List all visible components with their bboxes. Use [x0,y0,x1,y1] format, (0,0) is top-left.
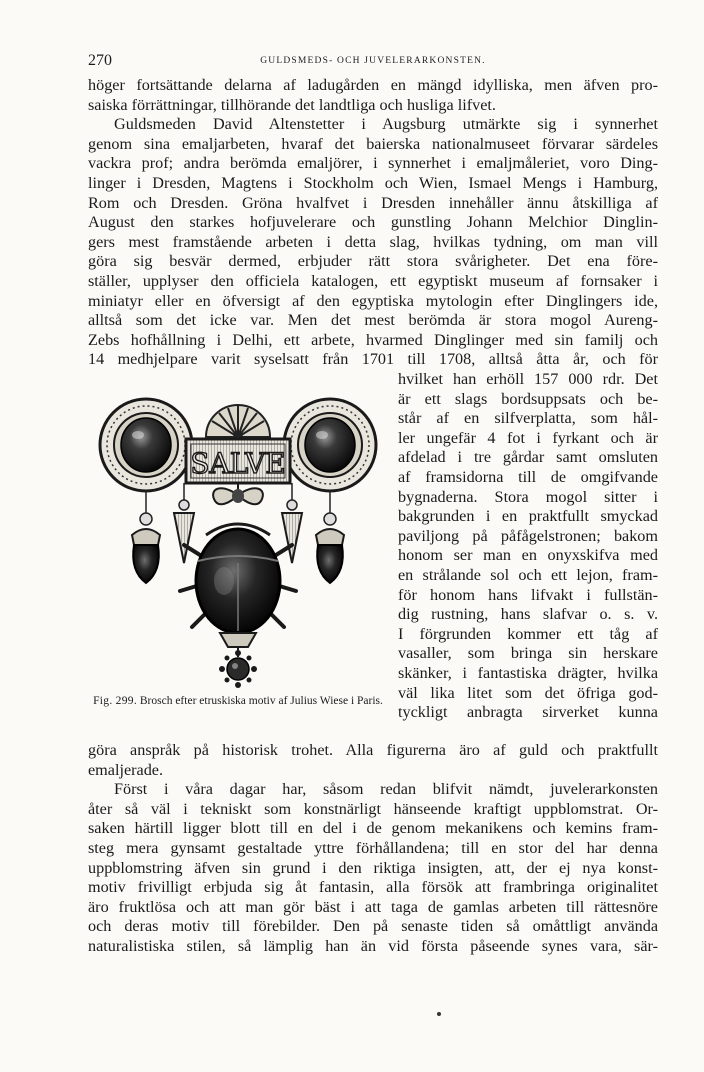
text-line: bygnaderna. Stora mogol sitter i [398,487,658,506]
figure-caption [88,694,388,708]
cone-pendant-right [282,500,302,563]
text-line: äro fruktlösa och att man gör bäst i att taga de gamlas arbeten till rättesnöre [88,897,658,916]
brooch-drawing [88,385,388,690]
text-line: gers mest framstående arbeten i detta slag, hvilkas tydning, om man vill [88,232,658,251]
text-line: göra anspråk på historisk trohet. Alla figurerna äro af guld och praktfullt [88,741,658,759]
text-line: står af en silfverplatta, som hål- [398,409,658,428]
page-number: 270 [88,52,112,69]
palmette-crest [200,405,276,442]
text-line: hvilket han erhöll 157 000 rdr. Det [398,370,658,388]
paragraph-top [88,76,658,370]
text-line: göra sig besvär dermed, erbjuder rätt stora svårigheter. Det ena före- [88,252,658,271]
text-line: Först i våra dagar har, såsom redan blifvit nämdt, juvelerarkonsten [114,780,658,799]
scarab-pendant [180,524,296,647]
text-line: afdelad i tre gårdar samt omsluten [398,448,658,467]
text-line: ler ungefär 4 fot i fyrkant och är [398,428,658,447]
running-title: GULDSMEDS- OCH JUVELERARKONSTEN. [260,56,486,66]
text-line: väl lika litet som det öfriga god- [398,683,658,702]
text-line: dig rustning, hans slafvar o. s. v. [398,605,658,624]
text-line: Rom och Dresden. Gröna hvalfvet i Dresden innehåller ännu åtskilliga af [88,193,658,212]
caption-text: Brosch efter etruskiska motiv af Julius Wiese i Paris. [139,695,383,707]
plaque-inscription: SALVE [190,447,286,480]
text-line: linger i Dresden, Magtens i Stockholm och Wien, Ismael Mengs i Hamburg, [88,173,658,192]
text-line: uppblomstring äfven sin grund i den riktiga insigten, att, der ej nya konst- [88,858,658,877]
text-line: saiska förrättningar, tillhörande det landtliga och husliga lifvet. [88,95,496,114]
text-line: Guldsmeden David Altenstetter i Augsburg utmärkte sig i synnerhet [114,115,658,134]
text-line: August den starkes hofjuvelerare och gunstling Johann Melchior Dinglin- [88,213,658,232]
text-line: vasaller, som bringa sin herskare [398,644,658,663]
bow-knot [213,483,263,504]
text-line: 14 medhjelpare varit syselsatt från 1701 till 1708, alltså åtta år, och för [88,350,658,369]
text-line: paviljong på påfågelstronen; bakom [398,526,658,545]
acorn-pendant-right [316,513,344,583]
text-line: saken härtill ligger blott till en del i de genom mekanikens och kemins fram- [88,819,658,838]
text-line: Zebs hofhållning i Delhi, ett arbete, hvarmed Dinglinger med sin familj och [88,330,658,349]
text-line: höger fortsättande delarna af ladugården en mängd idylliska, men äfven pro- [88,76,658,94]
text-line: honom ser man en onyxskifva med [398,546,658,565]
brooch-illustration [88,385,388,690]
text-line: en strålande sol och ett lejon, fram- [398,565,658,584]
text-line: af framsidorna till de omgifvande [398,467,658,486]
text-line: steg mera gynsamt gestaltade yttre förhållandena; till en stor del har denna [88,838,658,857]
acorn-pendant-left [132,513,160,583]
text-line: I förgrunden kommer ett tåg af [398,624,658,643]
paragraph-bottom [88,741,658,957]
text-line: emaljerade. [88,760,164,779]
text-line: genom sina emaljarbeten, hvaraf det baierska nationalmuseet förvarar särdeles [88,134,658,153]
text-line: miniatyr eller en öfversigt af den egyptiska mytologin efter Dinglingers ide, [88,291,658,310]
text-line: bakgrunden i en praktfullt smyckad [398,507,658,526]
text-line: alltså som det icke var. Men det mest berömda är stora mogol Aureng- [88,311,658,330]
text-line: åter så väl i tekniskt som konstnärligt hänseende kraftigt uppblomstrat. Or- [88,799,658,818]
text-line: vackra prof; andra berömda emaljörer, i synnerhet i emaljmåleriet, voro Ding- [88,154,658,173]
text-line: tyckligt anbragta sirverket kunna [398,703,658,722]
text-line: naturalistiska stilen, så lämplig han än vid första påseende synes vara, sär- [88,936,658,955]
page-header [88,52,658,72]
text-line: är ett slags bordsuppsats och be- [398,389,658,408]
figure-label: Fig. 299. [93,695,137,707]
ink-speck [437,1012,441,1016]
left-medallion [100,399,192,491]
bottom-rosette [219,647,257,688]
salve-plaque [186,439,290,483]
text-line: och deras motiv till förebilder. Den på senaste tiden så omåttligt använda [88,917,658,936]
cone-pendant-left [174,500,194,563]
right-medallion [284,399,376,491]
text-line: skänker, i fantastiska drägter, hvilka [398,663,658,682]
text-line: ställer, upplyser den officiela katalogen, ett egyptiskt museum af fornsaker i [88,271,658,290]
wrap-column [398,370,658,723]
text-line: för honom hans lifvakt i fullstän- [398,585,658,604]
text-line: motiv frivilligt erbjuda sig åt fantasin, alla försök att frambringa originalitet [88,878,658,897]
